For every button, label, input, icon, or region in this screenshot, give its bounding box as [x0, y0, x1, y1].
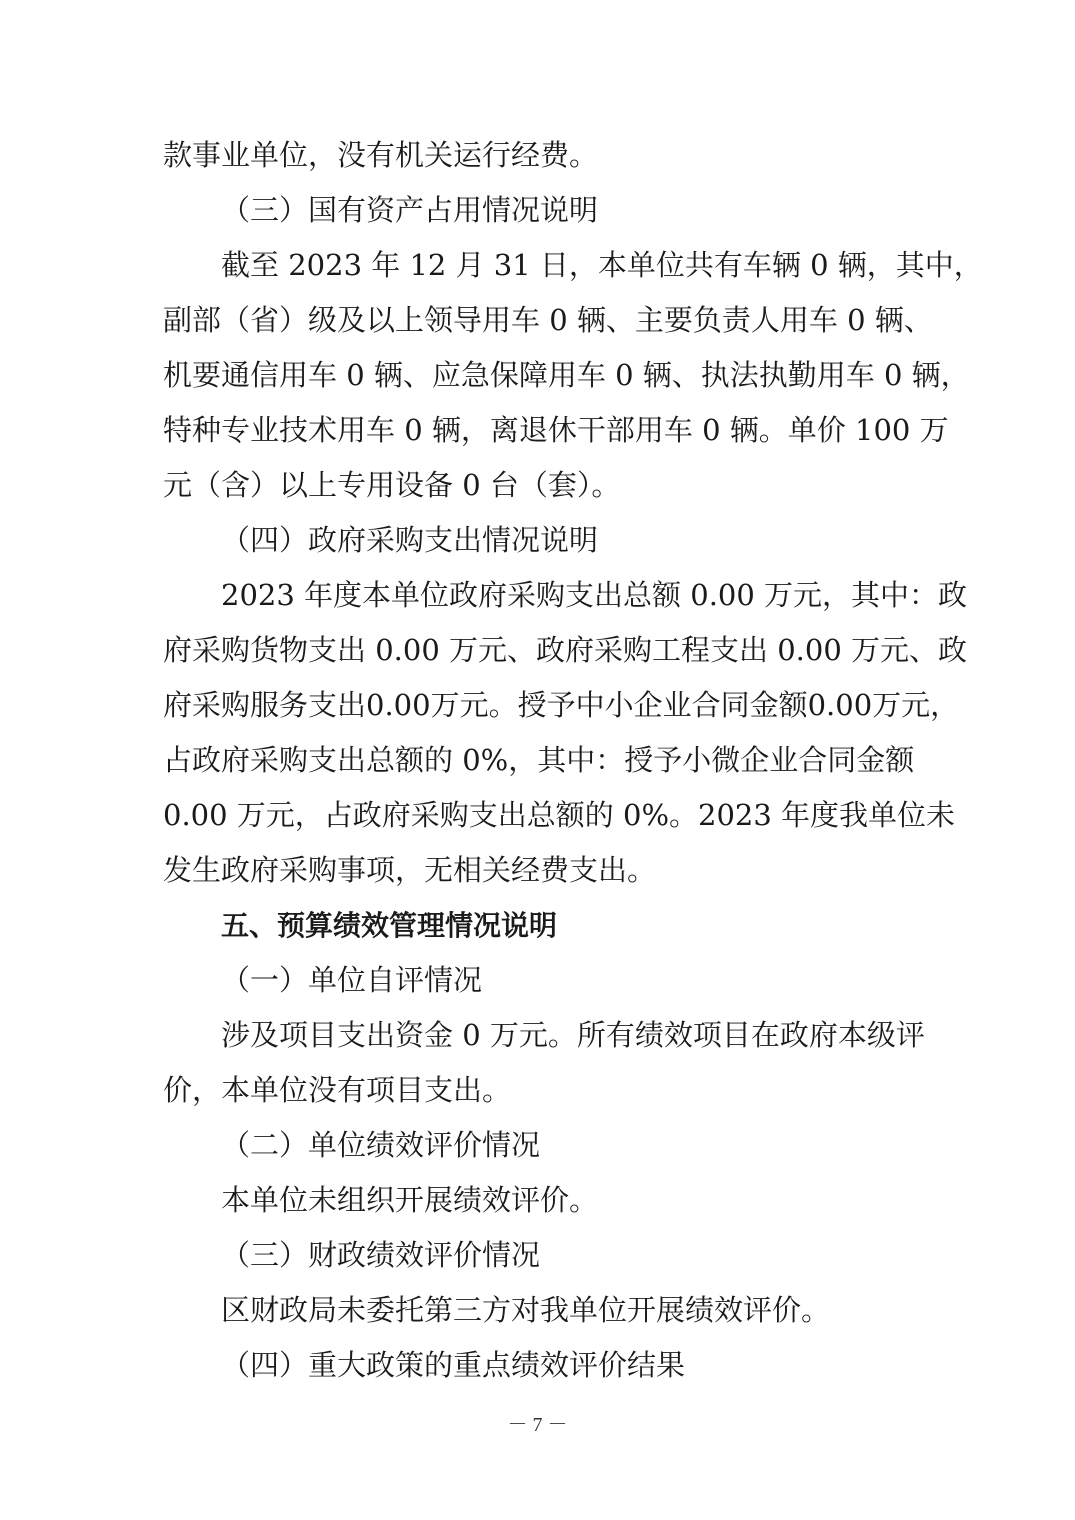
text-line: 价，本单位没有项目支出。: [163, 1073, 512, 1107]
text-line: 元（含）以上专用设备 0 台（套）。: [163, 468, 621, 502]
text-line: 府采购货物支出 0.00 万元、政府采购工程支出 0.00 万元、政: [163, 633, 968, 667]
text-line: 区财政局未委托第三方对我单位开展绩效评价。: [221, 1293, 831, 1327]
text-line: 府采购服务支出0.00万元。授予中小企业合同金额0.00万元，: [163, 688, 960, 722]
section-heading: 五、预算绩效管理情况说明: [221, 909, 558, 942]
text-line: （三）国有资产占用情况说明: [221, 193, 599, 227]
text-line: （一）单位自评情况: [221, 963, 483, 997]
page-number: － 7 －: [507, 1414, 568, 1436]
text-line: 机要通信用车 0 辆、应急保障用车 0 辆、执法执勤用车 0 辆，: [163, 358, 970, 392]
document-body: [163, 128, 983, 1393]
text-line: （四）政府采购支出情况说明: [221, 523, 599, 557]
text-line: （四）重大政策的重点绩效评价结果: [221, 1348, 686, 1382]
text-line: 款事业单位，没有机关运行经费。: [163, 138, 599, 172]
text-line: 2023 年度本单位政府采购支出总额 0.00 万元，其中：政: [221, 578, 968, 612]
text-line: 特种专业技术用车 0 辆，离退休干部用车 0 辆。单价 100 万: [163, 413, 949, 447]
text-line: 截至 2023 年 12 月 31 日，本单位共有车辆 0 辆，其中，: [221, 248, 983, 282]
text-line: （三）财政绩效评价情况: [221, 1238, 541, 1272]
text-line: 占政府采购支出总额的 0%，其中：授予小微企业合同金额: [163, 743, 915, 777]
text-line: 副部（省）级及以上领导用车 0 辆、主要负责人用车 0 辆、: [163, 303, 933, 337]
text-line: 本单位未组织开展绩效评价。: [221, 1183, 599, 1217]
text-line: 涉及项目支出资金 0 万元。所有绩效项目在政府本级评: [221, 1018, 925, 1052]
text-line: 0.00 万元，占政府采购支出总额的 0%。2023 年度我单位未: [163, 798, 956, 832]
text-line: 发生政府采购事项，无相关经费支出。: [163, 853, 657, 887]
text-line: （二）单位绩效评价情况: [221, 1128, 541, 1162]
